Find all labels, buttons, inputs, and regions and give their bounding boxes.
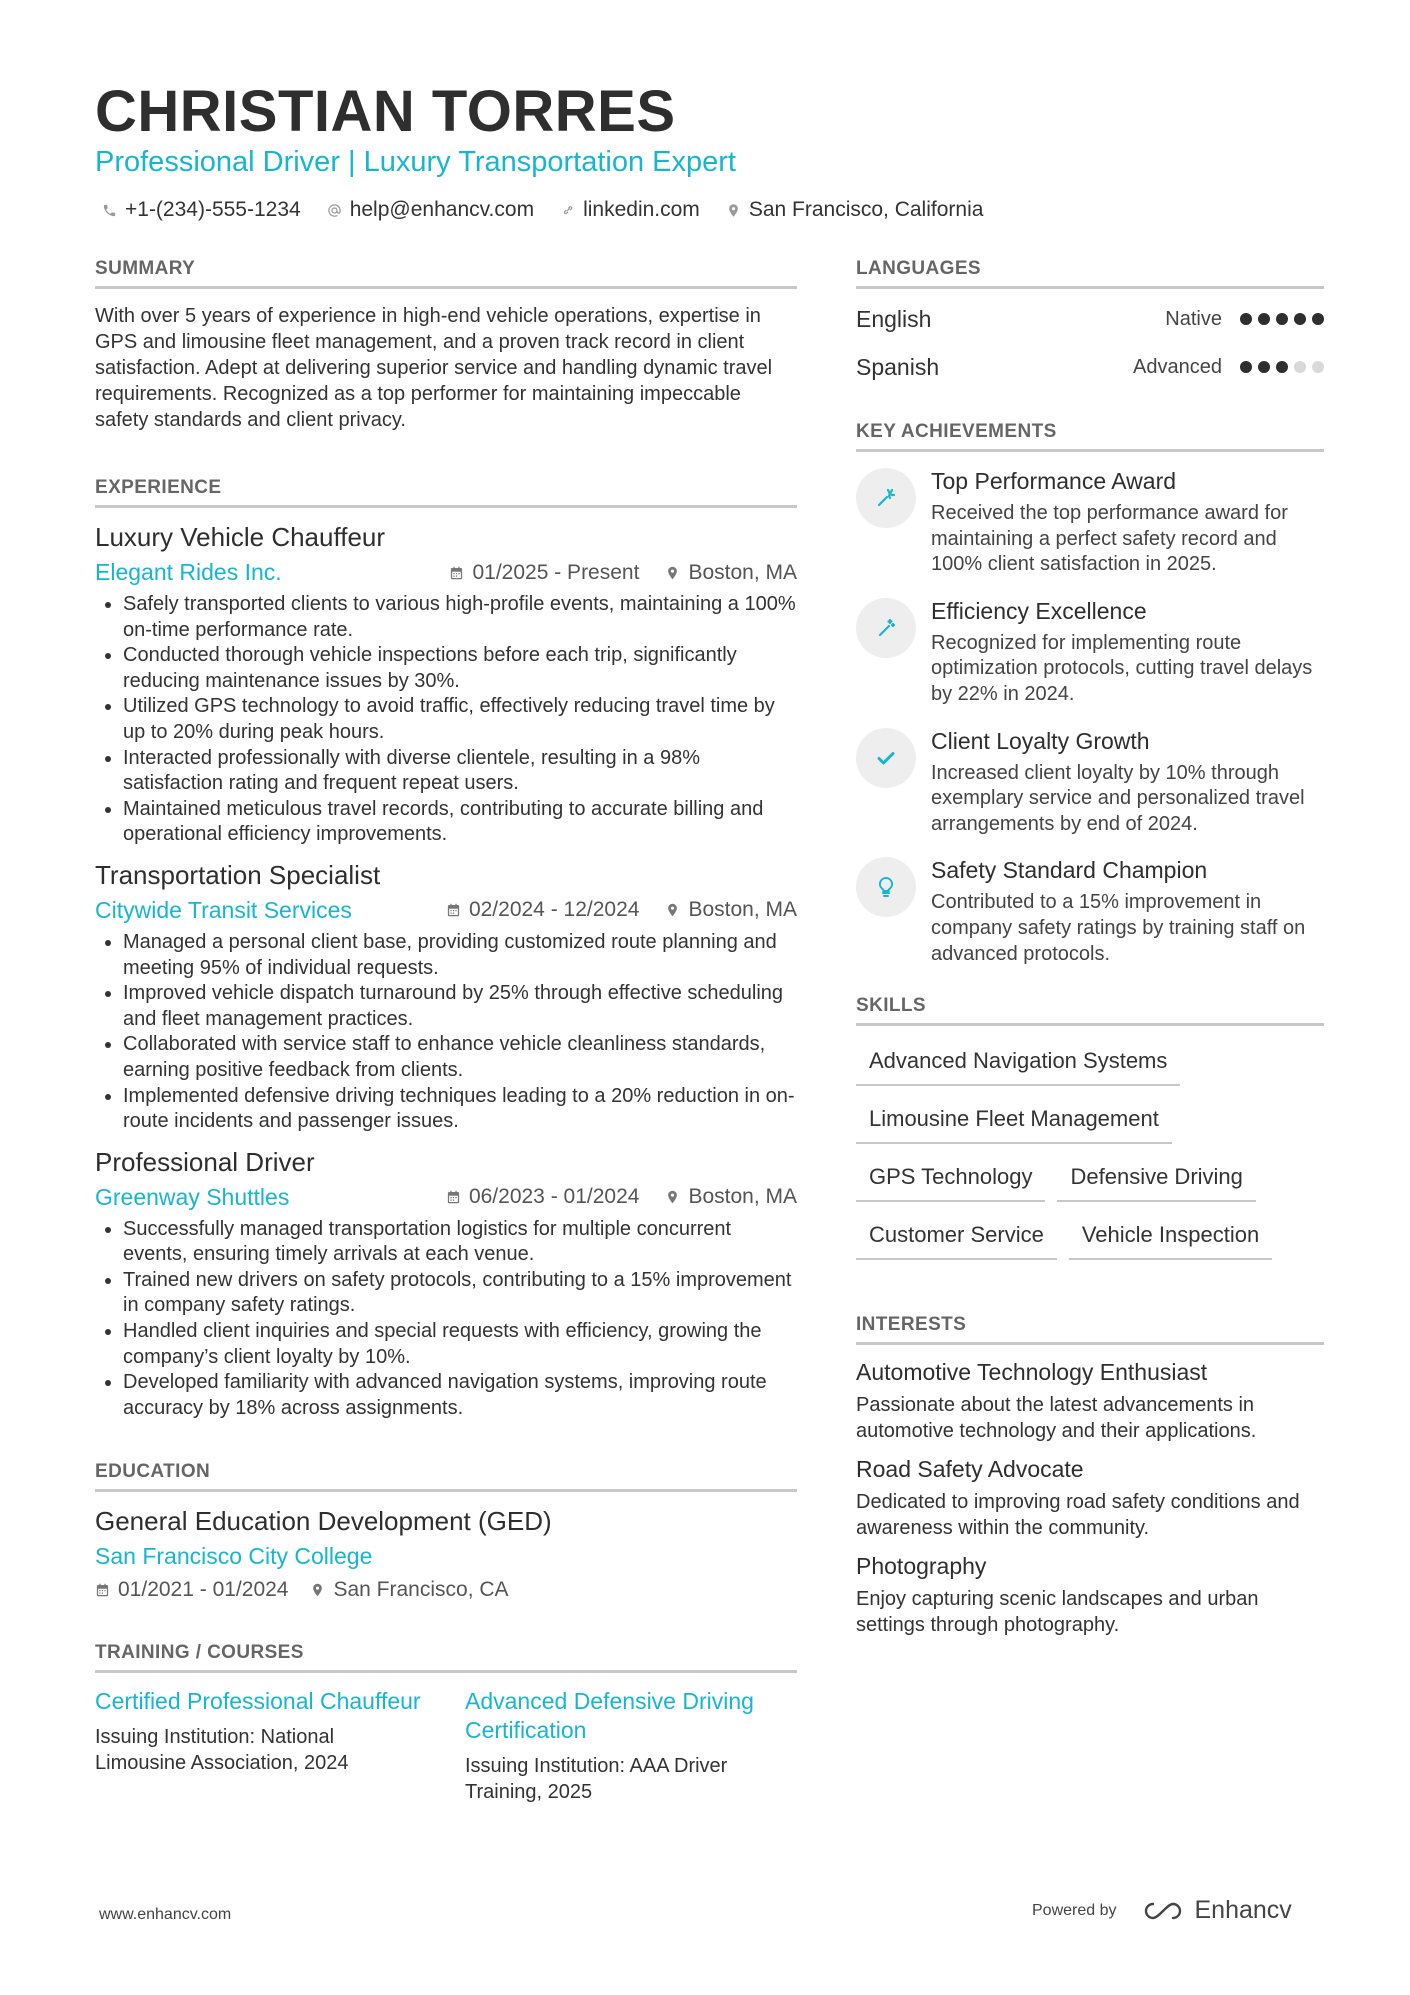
rating-dot-filled xyxy=(1240,313,1252,325)
contact-bar xyxy=(102,198,983,222)
language-rating xyxy=(1240,361,1324,373)
job-company: Citywide Transit Services xyxy=(95,896,352,923)
map-pin-icon xyxy=(310,1582,325,1598)
training-heading: TRAINING / COURSES xyxy=(95,1642,797,1673)
achievement-icon-wrap xyxy=(856,468,916,528)
achievement-item xyxy=(856,468,1324,578)
education-dates-text: 01/2021 - 01/2024 xyxy=(118,1578,289,1602)
language-rating xyxy=(1240,313,1324,325)
achievement-item xyxy=(856,728,1324,838)
job-meta xyxy=(95,1184,797,1211)
right-column xyxy=(856,258,1324,1650)
job-bullets xyxy=(95,930,797,1135)
contact-email[interactable] xyxy=(327,198,534,222)
education-dates xyxy=(95,1578,288,1602)
job-bullet: • Conducted thorough vehicle inspections before each trip, significantly reducing maintenance issues by 30%. xyxy=(123,643,797,694)
job-title: Professional Driver xyxy=(95,1146,315,1177)
job-location-text: Boston, MA xyxy=(688,1185,797,1209)
job-company: Greenway Shuttles xyxy=(95,1183,290,1210)
job-location xyxy=(665,898,797,922)
rating-dot-filled xyxy=(1258,361,1270,373)
calendar-icon xyxy=(449,565,464,581)
interests-heading: INTERESTS xyxy=(856,1314,1324,1345)
rating-dot-filled xyxy=(1312,313,1324,325)
map-pin-icon xyxy=(665,1189,680,1205)
interest-title: Automotive Technology Enthusiast xyxy=(856,1359,1208,1386)
contact-phone xyxy=(102,198,301,222)
infinity-logo-icon xyxy=(1141,1900,1185,1922)
course-list xyxy=(95,1687,797,1805)
job-location-text: Boston, MA xyxy=(688,898,797,922)
brand-logo[interactable] xyxy=(1141,1896,1292,1925)
rating-dot-filled xyxy=(1276,313,1288,325)
achievement-desc: Increased client loyalty by 10% through exemplary service and personalized travel arrangements by end of 2024. xyxy=(931,761,1305,835)
skill-tag: GPS Technology xyxy=(856,1158,1045,1202)
skills-heading: SKILLS xyxy=(856,995,1324,1026)
education-degree: General Education Development (GED) xyxy=(95,1506,552,1537)
job-bullet: • Utilized GPS technology to avoid traffic, effectively reducing travel time by up to 20% during peak hours. xyxy=(123,694,797,745)
footer-website[interactable]: www.enhancv.com xyxy=(99,1906,232,1923)
skill-tag: Limousine Fleet Management xyxy=(856,1100,1172,1144)
linkedin-text: linkedin.com xyxy=(583,198,700,221)
languages-section xyxy=(856,258,1324,391)
achievement-title: Efficiency Excellence xyxy=(931,597,1147,624)
job-bullet: • Successfully managed transportation logistics for multiple concurrent events, ensuring timely arrivals at each venue. xyxy=(123,1217,797,1268)
achievements-section xyxy=(856,421,1324,967)
skill-tag: Vehicle Inspection xyxy=(1069,1216,1272,1260)
lightbulb-icon xyxy=(874,875,898,899)
job-dates-text: 02/2024 - 12/2024 xyxy=(468,898,640,922)
education-section xyxy=(95,1461,797,1602)
achievement-item xyxy=(856,598,1324,708)
job-bullet: • Maintained meticulous travel records, contributing to accurate billing and operational efficiency improvements. xyxy=(123,797,797,848)
interest-item xyxy=(856,1553,1324,1638)
link-icon xyxy=(560,203,575,218)
summary-heading: SUMMARY xyxy=(95,258,797,289)
achievement-desc: Recognized for implementing route optimization protocols, cutting travel delays by 22% in 2024. xyxy=(931,631,1313,705)
summary-section xyxy=(95,258,797,433)
map-pin-icon xyxy=(665,565,680,581)
job-location xyxy=(665,1185,797,1209)
course-item xyxy=(95,1687,425,1805)
course-title: Advanced Defensive Driving Certification xyxy=(465,1688,754,1744)
candidate-subtitle: Professional Driver | Luxury Transportation Expert xyxy=(95,146,736,178)
phone-text: +1-(234)-555-1234 xyxy=(125,198,301,221)
interest-desc: Passionate about the latest advancements in automotive technology and their applications. xyxy=(856,1394,1257,1443)
job-entry xyxy=(95,860,797,1135)
contact-linkedin[interactable] xyxy=(560,198,700,222)
map-pin-icon xyxy=(726,203,741,218)
calendar-icon xyxy=(446,1189,461,1205)
job-dates xyxy=(446,898,639,922)
map-pin-icon xyxy=(665,902,680,918)
job-bullet: • Safely transported clients to various high-profile events, maintaining a 100% on-time performance rate. xyxy=(123,592,797,643)
education-school: San Francisco City College xyxy=(95,1543,373,1570)
contact-location xyxy=(726,198,984,222)
job-bullet: • Collaborated with service staff to enhance vehicle cleanliness standards, earning positive feedback from clients. xyxy=(123,1032,797,1083)
job-company: Elegant Rides Inc. xyxy=(95,559,282,585)
course-desc: Issuing Institution: AAA Driver Training, 2025 xyxy=(465,1755,728,1804)
job-dates-text: 06/2023 - 01/2024 xyxy=(468,1185,640,1209)
job-dates-text: 01/2025 - Present xyxy=(472,560,640,584)
language-row xyxy=(856,343,1324,391)
skill-tag: Advanced Navigation Systems xyxy=(856,1042,1180,1086)
training-section xyxy=(95,1642,797,1805)
checkmark-icon xyxy=(874,746,898,770)
interest-item xyxy=(856,1456,1324,1541)
job-bullet: • Implemented defensive driving techniques leading to a 20% reduction in on-route incidents and passenger issues. xyxy=(123,1084,797,1135)
calendar-icon xyxy=(446,902,461,918)
interest-desc: Enjoy capturing scenic landscapes and urban settings through photography. xyxy=(856,1588,1259,1637)
job-meta xyxy=(95,897,797,924)
language-name: English xyxy=(856,305,932,332)
left-column xyxy=(95,258,797,1805)
achievement-title: Client Loyalty Growth xyxy=(931,727,1150,754)
rating-dot-filled xyxy=(1276,361,1288,373)
language-name: Spanish xyxy=(856,353,940,380)
interests-section xyxy=(856,1314,1324,1638)
achievement-item xyxy=(856,857,1324,967)
location-text: San Francisco, California xyxy=(748,198,984,221)
powered-by-text: Powered by xyxy=(1032,1901,1117,1919)
achievement-desc: Contributed to a 15% improvement in company safety ratings by training staff on advanced protocols. xyxy=(931,891,1306,965)
skills-section xyxy=(856,995,1324,1260)
at-sign-icon xyxy=(327,203,342,218)
job-title: Transportation Specialist xyxy=(95,859,381,890)
job-bullet: • Improved vehicle dispatch turnaround by 25% through effective scheduling and fleet management practices. xyxy=(123,981,797,1032)
footer-branding xyxy=(1032,1896,1292,1925)
education-heading: EDUCATION xyxy=(95,1461,797,1492)
job-bullet: • Interacted professionally with diverse clientele, resulting in a 98% satisfaction rating and frequent repeat users. xyxy=(123,746,797,797)
language-level: Advanced xyxy=(1133,355,1222,378)
skill-tag: Defensive Driving xyxy=(1057,1158,1255,1202)
job-location-text: Boston, MA xyxy=(688,560,797,584)
achievement-icon-wrap xyxy=(856,857,916,917)
achievement-icon-wrap xyxy=(856,598,916,658)
interest-title: Road Safety Advocate xyxy=(856,1456,1084,1483)
language-row xyxy=(856,295,1324,343)
rating-dot-filled xyxy=(1258,313,1270,325)
rating-dot-filled xyxy=(1240,361,1252,373)
trophy-icon xyxy=(874,486,898,510)
magic-wand-icon xyxy=(874,616,898,640)
education-location-text: San Francisco, CA xyxy=(333,1578,509,1602)
job-bullets xyxy=(95,592,797,848)
phone-icon xyxy=(102,203,117,218)
job-entry xyxy=(95,1147,797,1422)
achievement-desc: Received the top performance award for maintaining a perfect safety record and 100% client satisfaction in 2025. xyxy=(931,502,1288,576)
job-bullet: • Developed familiarity with advanced navigation systems, improving route accuracy by 18% across assignments. xyxy=(123,1370,797,1421)
languages-heading: LANGUAGES xyxy=(856,258,1324,289)
achievements-heading: KEY ACHIEVEMENTS xyxy=(856,421,1324,452)
skill-tag: Customer Service xyxy=(856,1216,1057,1260)
summary-text: With over 5 years of experience in high-end vehicle operations, expertise in GPS and limousine fleet management, and a proven track record in client satisfaction. Adept at delivering superior service and handling dynamic travel requirements. Recognized as a top performer for maintaining impeccable safety standards and client privacy. xyxy=(95,305,773,431)
job-meta xyxy=(95,559,797,586)
rating-dot-empty xyxy=(1294,361,1306,373)
brand-name: Enhancv xyxy=(1194,1896,1292,1924)
language-level: Native xyxy=(1165,307,1222,330)
experience-heading: EXPERIENCE xyxy=(95,477,797,508)
skill-list xyxy=(856,1042,1326,1260)
job-bullet: • Managed a personal client base, providing customized route planning and meeting 95% of individual requests. xyxy=(123,930,797,981)
job-entry xyxy=(95,522,797,848)
calendar-icon xyxy=(95,1582,110,1598)
job-dates xyxy=(446,1185,639,1209)
rating-dot-filled xyxy=(1294,313,1306,325)
achievement-icon-wrap xyxy=(856,728,916,788)
interest-desc: Dedicated to improving road safety conditions and awareness within the community. xyxy=(856,1491,1300,1540)
candidate-name: CHRISTIAN TORRES xyxy=(95,79,676,144)
rating-dot-empty xyxy=(1312,361,1324,373)
interest-title: Photography xyxy=(856,1553,987,1580)
job-location xyxy=(665,561,797,585)
education-location xyxy=(310,1578,508,1602)
job-bullet: • Handled client inquiries and special requests with efficiency, growing the company’s client loyalty by 10%. xyxy=(123,1319,797,1370)
job-bullet: • Trained new drivers on safety protocols, contributing to a 15% improvement in company safety ratings. xyxy=(123,1268,797,1319)
interest-item xyxy=(856,1359,1324,1444)
achievement-title: Top Performance Award xyxy=(931,468,1177,494)
course-desc: Issuing Institution: National Limousine Association, 2024 xyxy=(95,1726,349,1775)
course-item xyxy=(465,1687,795,1805)
achievement-title: Safety Standard Champion xyxy=(931,857,1208,884)
job-dates xyxy=(449,561,639,585)
experience-section xyxy=(95,477,797,1421)
education-meta xyxy=(95,1578,797,1602)
job-title: Luxury Vehicle Chauffeur xyxy=(95,522,386,552)
course-title: Certified Professional Chauffeur xyxy=(95,1688,421,1715)
job-bullets xyxy=(95,1217,797,1422)
email-text: help@enhancv.com xyxy=(349,198,535,221)
